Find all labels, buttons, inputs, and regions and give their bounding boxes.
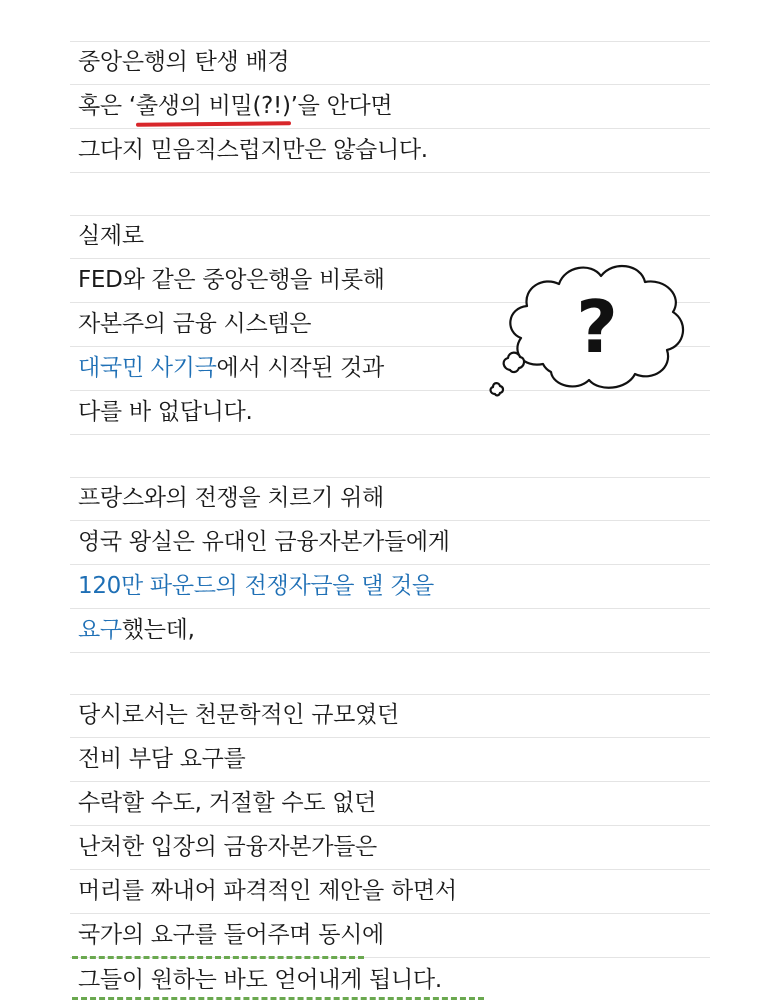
line-text: 프랑스와의 전쟁을 치르기 위해 (78, 485, 384, 511)
line-text: FED와 같은 중앙은행을 비롯해 (78, 267, 385, 293)
green-dashed-rule (72, 997, 484, 1000)
line-text: 그들이 원하는 바도 얻어내게 됩니다. (78, 967, 442, 993)
line-text (78, 92, 392, 120)
line-text (78, 354, 384, 382)
text-line (70, 85, 710, 129)
line-text: 영국 왕실은 유대인 금융자본가들에게 (78, 529, 450, 555)
text-line (70, 694, 710, 738)
line-text: 국가의 요구를 들어주며 동시에 (78, 922, 384, 948)
line-text-rest: 했는데, (121, 617, 195, 643)
line-text: 전비 부담 요구를 (78, 746, 246, 772)
underlined-phrase: 출생의 비밀(?!) (135, 93, 291, 119)
line-text: 자본주의 금융 시스템은 (78, 311, 312, 337)
text-line (70, 826, 710, 870)
line-text: 머리를 짜내어 파격적인 제안을 하면서 (78, 878, 457, 904)
text-line (70, 609, 710, 653)
green-dashed-rule (72, 956, 364, 959)
highlight-text: 대국민 사기극 (78, 355, 217, 381)
cloud-puff-tiny (491, 383, 503, 395)
line-text: 그다지 믿음직스럽지만은 않습니다. (78, 137, 428, 163)
text-line (70, 477, 710, 521)
text-line (70, 782, 710, 826)
line-text-post: ’을 안다면 (290, 93, 393, 119)
line-text: 난처한 입장의 금융자본가들은 (78, 834, 377, 860)
line-text: 중앙은행의 탄생 배경 (78, 49, 290, 75)
line-text: 수락할 수도, 거절할 수도 없던 (78, 790, 377, 816)
question-mark-icon: ? (576, 285, 618, 369)
highlight-text: 요구 (78, 617, 122, 643)
line-text: 당시로서는 천문학적인 규모였던 (78, 702, 399, 728)
text-line (70, 565, 710, 609)
text-line (70, 870, 710, 914)
highlight-text: 120만 파운드의 전쟁자금을 댈 것을 (78, 573, 434, 599)
text-line (70, 521, 710, 565)
line-text (78, 616, 195, 644)
line-text: 다를 바 없답니다. (78, 399, 253, 425)
thought-cloud-question-icon (485, 252, 690, 412)
text-line (70, 958, 710, 1002)
text-line (70, 41, 710, 85)
line-text-rest: 에서 시작된 것과 (216, 355, 384, 381)
line-text: 실제로 (78, 223, 144, 249)
text-line (70, 129, 710, 173)
text-line (70, 738, 710, 782)
text-line (70, 914, 710, 958)
line-text-pre: 혹은 ‘ (78, 93, 136, 119)
